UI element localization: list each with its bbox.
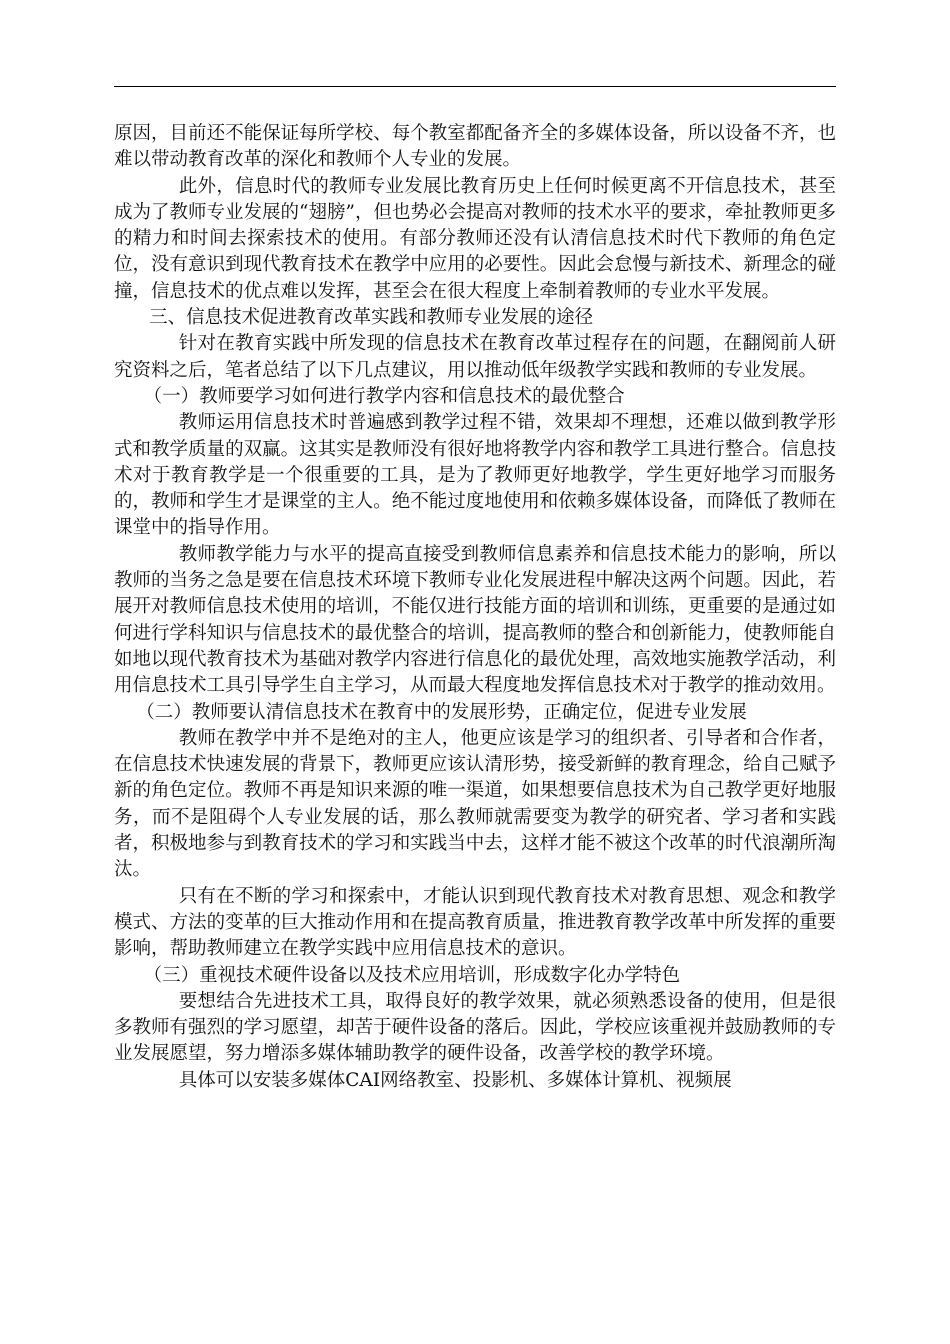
section-heading: 三、信息技术促进教育改革实践和教师专业发展的途径 xyxy=(149,307,594,329)
paragraph: 教师教学能力与水平的提高直接受到教师信息素养和信息技术能力的影响，所以教师的当务之急是要在信息技术环境下教师专业化发展进程中解决这两个问题。因此，若展开对教师信息技术使用的培训，不能仅进行技能方面的培训和训练，更重要的是通过如何进行学科知识与信息技术的最优整合的培训，提高教师的整合和创新能力，使教师能自如地以现代教育技术为基础对教学内容进行信息化的最优处理，高效地实施教学活动，利用信息技术工具引导学生自主学习，从而最大程度地发挥信息技术对于教学的推动效用。 xyxy=(114,543,836,697)
header-rule xyxy=(114,86,836,87)
paragraph: 要想结合先进技术工具，取得良好的教学效果，就必须熟悉设备的使用，但是很多教师有强烈的学习愿望，却苦于硬件设备的落后。因此，学校应该重视并鼓励教师的专业发展愿望，努力增添多媒体辅助教学的硬件设备，改善学校的教学环境。 xyxy=(114,990,836,1065)
document-body xyxy=(114,121,836,1094)
paragraph: 具体可以安装多媒体CAI网络教室、投影机、多媒体计算机、视频展 xyxy=(178,1069,732,1091)
paragraph: 针对在教育实践中所发现的信息技术在教育改革过程存在的问题，在翻阅前人研究资料之后，笔者总结了以下几点建议，用以推动低年级教学实践和教师的专业发展。 xyxy=(114,333,836,381)
paragraph: 教师运用信息技术时普遍感到教学过程不错，效果却不理想，还难以做到教学形式和教学质量的双赢。这其实是教师没有很好地将教学内容和教学工具进行整合。信息技术对于教育教学是一个很重要的工具，是为了教师更好地教学，学生更好地学习而服务的，教师和学生才是课堂的主人。绝不能过度地使用和依赖多媒体设备，而降低了教师在课堂中的指导作用。 xyxy=(114,412,836,539)
subsection-heading: （三）重视技术硬件设备以及技术应用培训，形成数字化办学特色 xyxy=(143,964,681,986)
paragraph-continuation: 原因，目前还不能保证每所学校、每个教室都配备齐全的多媒体设备，所以设备不齐，也难以带动教育改革的深化和教师个人专业的发展。 xyxy=(114,123,836,171)
paragraph: 只有在不断的学习和探索中，才能认识到现代教育技术对教育思想、观念和教学模式、方法的变革的巨大推动作用和在提高教育质量，推进教育教学改革中所发挥的重要影响，帮助教师建立在教学实践中应用信息技术的意识。 xyxy=(114,885,836,960)
subsection-heading: （一）教师要学习如何进行教学内容和信息技术的最优整合 xyxy=(143,385,625,407)
paragraph: 教师在教学中并不是绝对的主人，他更应该是学习的组织者、引导者和合作者，在信息技术快速发展的背景下，教师更应该认清形势，接受新鲜的教育理念，给自己赋予新的角色定位。教师不再是知识来源的唯一渠道，如果想要信息技术为自己教学更好地服务，而不是阻碍个人专业发展的话，那么教师就需要变为教学的研究者、学习者和实践者，积极地参与到教育技术的学习和实践当中去，这样才能不被这个改革的时代浪潮所淘汰。 xyxy=(114,727,836,881)
subsection-heading: （二）教师要认清信息技术在教育中的发展形势，正确定位，促进专业发展 xyxy=(136,701,747,723)
paragraph: 此外，信息时代的教师专业发展比教育历史上任何时候更离不开信息技术，甚至成为了教师专业发展的“翅膀”，但也势必会提高对教师的技术水平的要求，牵扯教师更多的精力和时间去探索技术的使用。有部分教师还没有认清信息技术时代下教师的角色定位，没有意识到现代教育技术在教学中应用的必要性。因此会怠慢与新技术、新理念的碰撞，信息技术的优点难以发挥，甚至会在很大程度上牵制着教师的专业水平发展。 xyxy=(114,175,836,302)
